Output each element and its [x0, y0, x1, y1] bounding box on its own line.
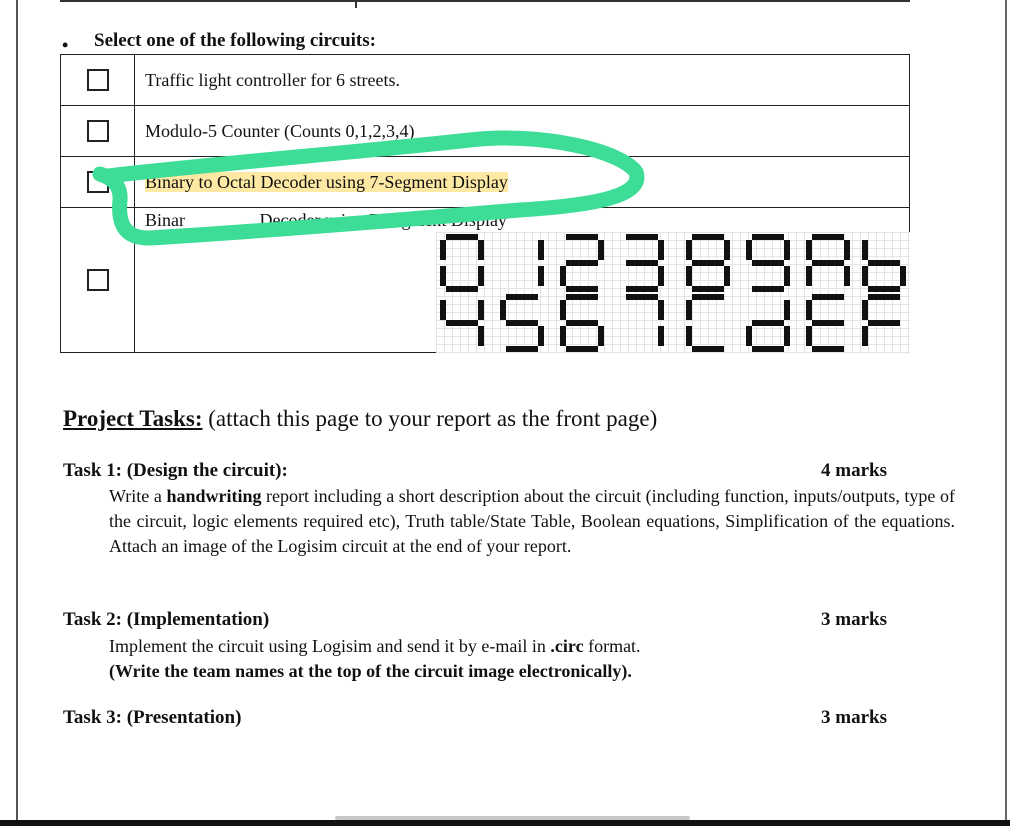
option-label: Traffic light controller for 6 streets.	[135, 55, 910, 106]
task1-title: Task 1: (Design the circuit):	[63, 460, 288, 481]
task1-body: Write a handwriting report including a short description about the circuit (including function, inputs/outputs, type of the circuit, logic elements required etc), Truth table/State Table, Boolean equations, Simplification of the equations. Attach an image of the Logisim circuit at the end of your report.	[109, 486, 956, 556]
label-start: Binar	[145, 210, 185, 230]
task2-team-names-note: (Write the team names at the top of the circuit image electronically).	[109, 661, 632, 681]
option-label: Modulo-5 Counter (Counts 0,1,2,3,4)	[135, 106, 910, 157]
marker-loop	[100, 138, 637, 238]
task3-title: Task 3: (Presentation)	[63, 707, 242, 728]
option-label-highlighted: Binary to Octal Decoder using 7-Segment Display	[145, 171, 508, 192]
task3-marks: 3 marks	[821, 707, 887, 728]
bottom-bar	[0, 820, 1010, 826]
circuit-selection-heading: Select one of the following circuits:	[94, 30, 376, 51]
task1-marks: 4 marks	[821, 460, 887, 481]
project-tasks-title: Project Tasks: (attach this page to your report as the front page)	[63, 406, 658, 431]
task2-title: Task 2: (Implementation)	[63, 609, 270, 630]
project-tasks-subtitle: (attach this page to your report as the front page)	[208, 406, 658, 431]
task2-marks: 3 marks	[821, 609, 887, 630]
label-end: Decoder using 7-Segment Display	[259, 210, 507, 230]
task2-body: Implement the circuit using Logisim and send it by e-mail in .circ format. (Write the team names at the top of the circuit image electronically).	[109, 634, 959, 684]
bullet-point: •	[62, 35, 69, 55]
